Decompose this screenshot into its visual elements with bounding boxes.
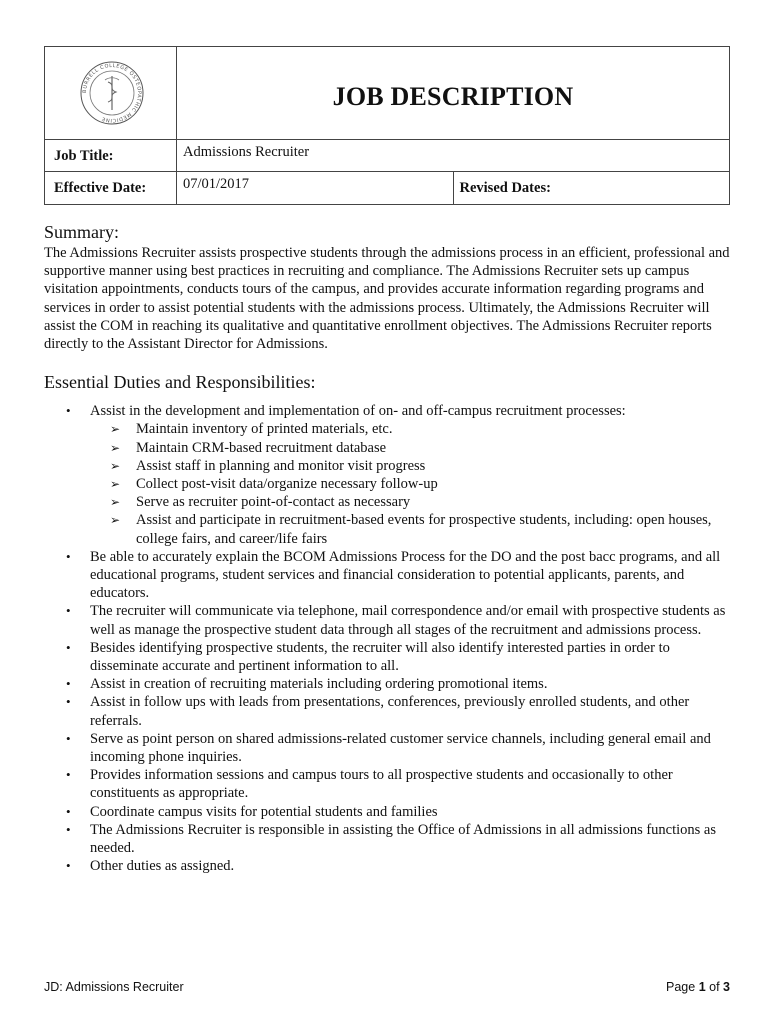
summary-heading: Summary: — [44, 222, 119, 242]
job-title-label: Job Title: — [45, 140, 177, 172]
sub-item — [90, 475, 730, 493]
title-cell — [177, 47, 730, 140]
sub-item-text: Assist and participate in recruitment-based events for prospective students, including: open houses, college fairs, and career/life fairs — [136, 512, 712, 547]
duty-text: Other duties as assigned. — [90, 858, 235, 875]
bullet-icon: • — [66, 694, 71, 710]
sub-item-text: Collect post-visit data/organize necessary follow-up — [136, 476, 438, 493]
duty-item — [44, 602, 730, 638]
duty-text: Serve as point person on shared admissions-related customer service channels, including general email and incoming phone inquiries. — [90, 730, 711, 766]
bullet-icon: • — [66, 676, 71, 692]
logo-cell — [45, 47, 177, 140]
effective-date-value: 07/01/2017 — [177, 172, 454, 205]
page-current: 1 — [698, 980, 706, 994]
bullet-icon: • — [66, 639, 71, 655]
sub-item — [90, 493, 730, 511]
arrow-bullet-icon: ➢ — [110, 495, 121, 510]
of-word: of — [709, 980, 720, 994]
bullet-icon: • — [66, 730, 71, 746]
arrow-bullet-icon: ➢ — [110, 513, 121, 528]
revised-dates-label-text: Revised Dates: — [459, 180, 551, 196]
duty-text: The recruiter will communicate via telephone, mail correspondence and/or email with prospective students as well as manage the prospective student data through all stages of the recruitment and admissions process. — [90, 603, 726, 638]
duty-text: Assist in creation of recruiting materials including ordering promotional items. — [90, 676, 548, 693]
duty-text: Be able to accurately explain the BCOM Admissions Process for the DO and the post bacc programs, and all educational programs, student services and financial consideration to potential applicants, parents, and educators. — [90, 548, 721, 602]
bullet-icon: • — [66, 858, 71, 874]
duty-item — [44, 857, 730, 875]
duty-text: Coordinate campus visits for potential students and families — [90, 803, 438, 820]
sub-item — [90, 420, 730, 438]
document-body — [44, 222, 730, 876]
bullet-icon: • — [66, 767, 71, 783]
college-seal-logo — [79, 60, 145, 126]
header-table — [44, 46, 730, 205]
duty-text: Besides identifying prospective students, the recruiter will also identify interested parties in order to disseminate accurate and pertinent information to all. — [90, 639, 670, 675]
duty-item — [44, 821, 730, 857]
effective-date-label: Effective Date: — [45, 172, 177, 205]
arrow-bullet-icon: ➢ — [110, 440, 121, 455]
page-word: Page — [666, 980, 696, 994]
bullet-icon: • — [66, 803, 71, 819]
sub-item-text: Serve as recruiter point-of-contact as necessary — [136, 494, 411, 511]
bullet-icon: • — [66, 603, 71, 619]
duty-item — [44, 402, 730, 548]
sub-item-text: Maintain inventory of printed materials, etc. — [136, 421, 393, 438]
sub-item — [90, 457, 730, 475]
duty-text: The Admissions Recruiter is responsible in assisting the Office of Admissions in all admissions functions as needed. — [90, 821, 716, 857]
duty-sublist — [90, 420, 730, 547]
arrow-bullet-icon: ➢ — [110, 458, 121, 473]
duty-item — [44, 766, 730, 802]
duties-list — [44, 402, 730, 875]
bullet-icon: • — [66, 548, 71, 564]
arrow-bullet-icon: ➢ — [110, 422, 121, 437]
document-title: JOB DESCRIPTION — [332, 82, 574, 111]
footer-document-label: JD: Admissions Recruiter — [44, 980, 184, 994]
revised-dates-label — [453, 172, 730, 205]
sub-item-text: Assist staff in planning and monitor visit progress — [136, 457, 426, 474]
duty-text: Assist in the development and implementation of on- and off-campus recruitment processes: — [90, 403, 626, 420]
duty-item — [44, 548, 730, 603]
duty-item — [44, 639, 730, 675]
arrow-bullet-icon: ➢ — [110, 477, 121, 492]
bullet-icon: • — [66, 403, 71, 419]
duty-item — [44, 675, 730, 693]
duty-text: Assist in follow ups with leads from presentations, conferences, previously enrolled students, and other referrals. — [90, 694, 690, 729]
duty-text: Provides information sessions and campus tours to all prospective students and occasionally to other constituents as appropriate. — [90, 767, 673, 802]
page-total: 3 — [723, 980, 730, 994]
duty-item — [44, 803, 730, 821]
page-number — [666, 980, 730, 994]
sub-item — [90, 511, 730, 547]
sub-item-text: Maintain CRM-based recruitment database — [136, 439, 387, 456]
seal-text: BURRELL COLLEGE OSTEOPATHIC MEDICINE — [81, 62, 143, 124]
summary-text: The Admissions Recruiter assists prospective students through the admissions process in an efficient, professional and supportive manner using best practices in recruiting and compliance. The Admissions Recruiter sets up campus visitation appointments, conducts tours of the campus, and provides accurate information regarding programs and services in order to assist potential students with the admissions process. Ultimately, the Admissions Recruiter will assist the COM in reaching its qualitative and quantitative enrollment objectives. The Admissions Recruiter reports directly to the Assistant Director for Admissions. — [44, 245, 730, 353]
job-title-value: Admissions Recruiter — [177, 140, 730, 172]
duty-item — [44, 730, 730, 766]
bullet-icon: • — [66, 821, 71, 837]
sub-item — [90, 439, 730, 457]
duties-heading: Essential Duties and Responsibilities: — [44, 372, 316, 393]
duty-item — [44, 693, 730, 729]
